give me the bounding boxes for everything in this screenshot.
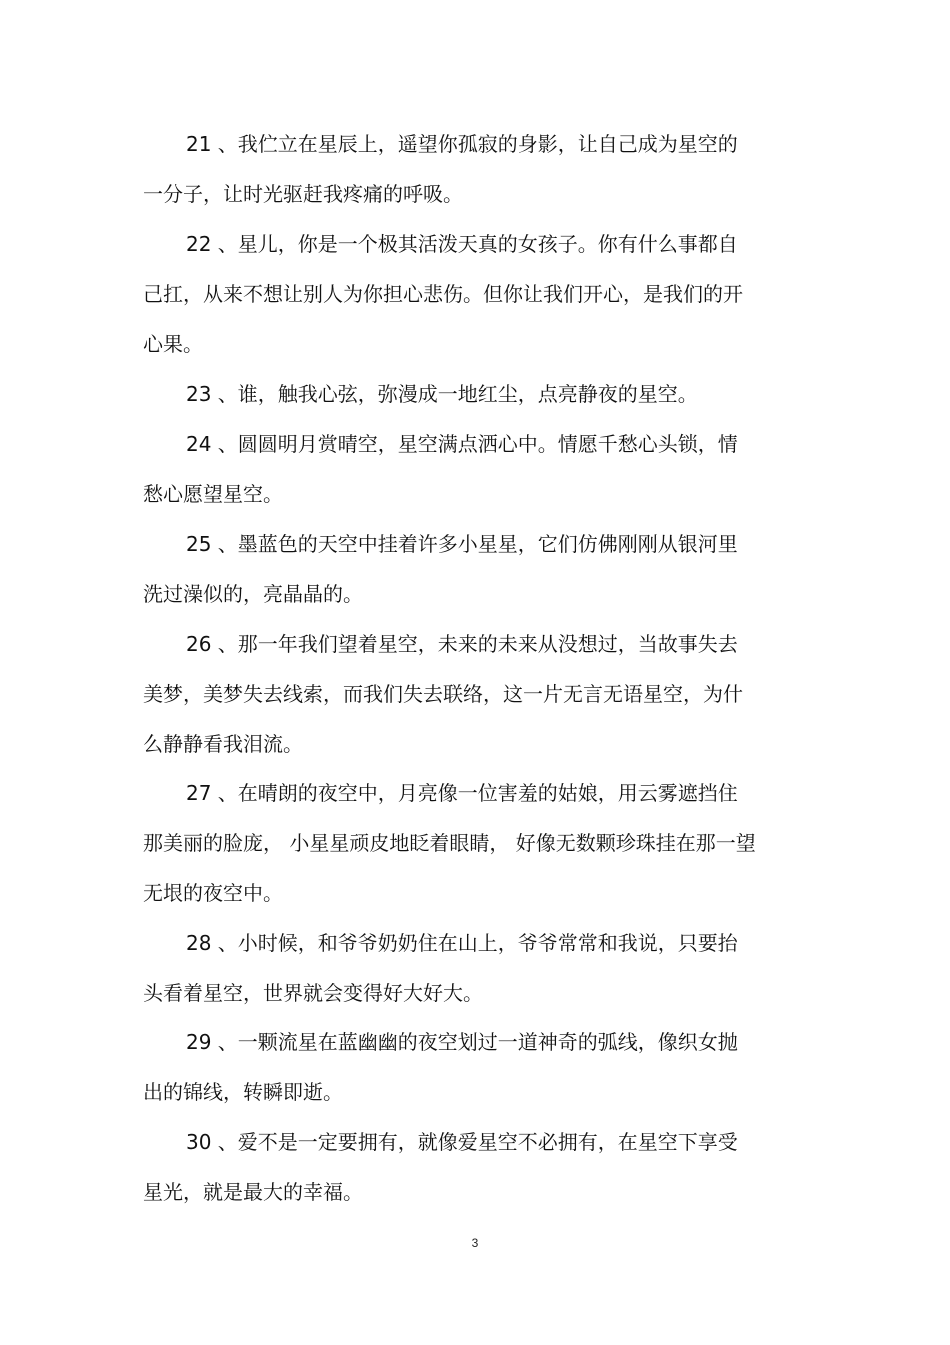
text-line: 27 、在晴朗的夜空中，月亮像一位害羞的姑娘，用云雾遮挡住 [186,781,738,805]
text-line: 出的锦线，转瞬即逝。 [143,1080,343,1104]
text-line: 无垠的夜空中。 [143,881,283,905]
text-line: 一分子，让时光驱赶我疼痛的呼吸。 [143,182,463,206]
text-line: 28 、小时候，和爷爷奶奶住在山上，爷爷常常和我说，只要抬 [186,931,738,955]
text-line: 么静静看我泪流。 [143,732,303,756]
page-number: 3 [471,1236,479,1250]
text-line: 己扛，从来不想让别人为你担心悲伤。但你让我们开心，是我们的开 [143,282,743,306]
text-line: 愁心愿望星空。 [143,482,283,506]
text-line: 30 、爱不是一定要拥有，就像爱星空不必拥有，在星空下享受 [186,1130,738,1154]
text-line: 22 、星儿，你是一个极其活泼天真的女孩子。你有什么事都自 [186,232,738,256]
text-line: 26 、那一年我们望着星空，未来的未来从没想过，当故事失去 [186,632,738,656]
text-line: 头看着星空，世界就会变得好大好大。 [143,981,483,1005]
text-line: 洗过澡似的，亮晶晶的。 [143,582,363,606]
text-line: 美梦，美梦失去线索，而我们失去联络，这一片无言无语星空，为什 [143,682,743,706]
text-line: 21 、我伫立在星辰上，遥望你孤寂的身影，让自己成为星空的 [186,132,738,156]
text-line: 23 、谁，触我心弦，弥漫成一地红尘，点亮静夜的星空。 [186,382,698,406]
text-line: 星光，就是最大的幸福。 [143,1180,363,1204]
text-line: 心果。 [143,332,203,356]
text-line: 25 、墨蓝色的天空中挂着许多小星星，它们仿佛刚刚从银河里 [186,532,738,556]
text-line: 29 、一颗流星在蓝幽幽的夜空划过一道神奇的弧线，像织女抛 [186,1030,738,1054]
text-line: 24 、圆圆明月赏晴空，星空满点洒心中。情愿千愁心头锁，情 [186,432,738,456]
text-line: 那美丽的脸庞， 小星星顽皮地眨着眼睛， 好像无数颗珍珠挂在那一望 [143,831,756,855]
